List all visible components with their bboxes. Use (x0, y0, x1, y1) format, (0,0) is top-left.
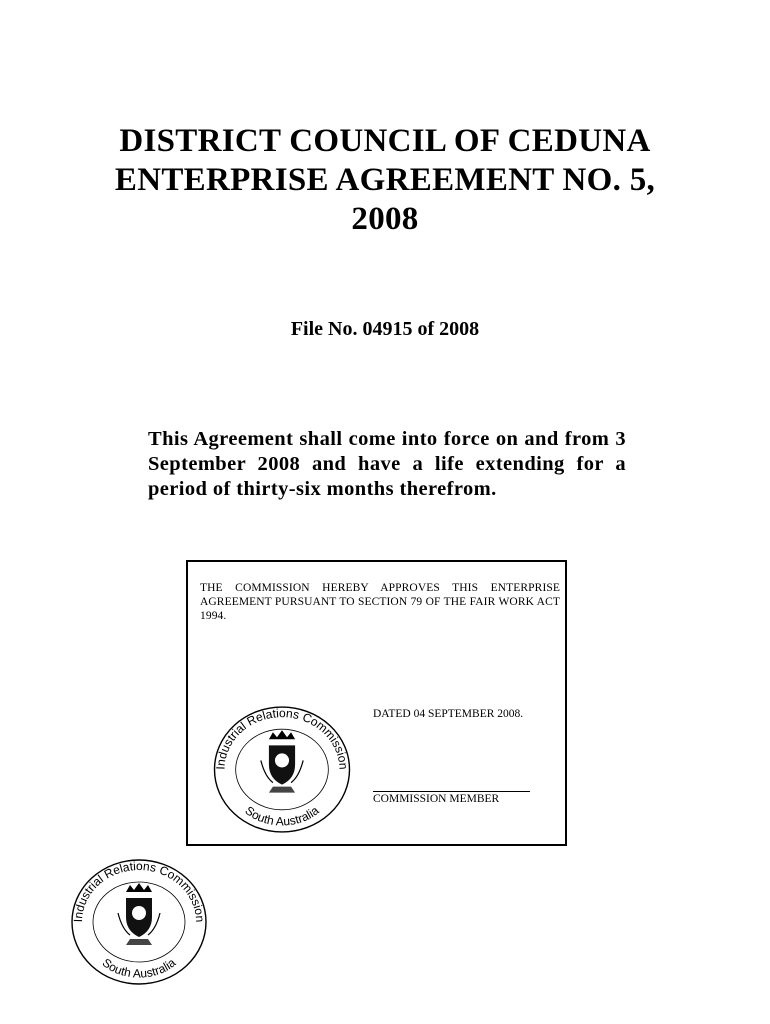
title-line-1: DISTRICT COUNCIL OF CEDUNA (119, 123, 651, 159)
approval-statement: THE COMMISSION HEREBY APPROVES THIS ENTERPRISE AGREEMENT PURSUANT TO SECTION 79 OF THE FAIR WORK ACT 1994. (200, 582, 560, 622)
svg-text:South Australia (242, 803, 321, 828)
seal-bottom-text: South Australia (242, 803, 322, 829)
commission-seal-icon-bottom (64, 855, 214, 990)
file-number: File No. 04915 of 2008 (290, 318, 480, 340)
agreement-title (60, 122, 710, 239)
svg-text:South Australia (100, 955, 179, 980)
approval-box (186, 560, 567, 846)
title-line-3: 2008 (351, 201, 419, 237)
seal-top-text: Industrial Relations Commission (213, 706, 351, 770)
signature-line (373, 791, 530, 792)
signatory-label: COMMISSION MEMBER (373, 793, 500, 805)
commencement-statement: This Agreement shall come into force on and from 3 September 2008 and have a life extending for a period of thirty-six months therefrom. (148, 428, 626, 500)
title-line-2: ENTERPRISE AGREEMENT NO. 5, (114, 162, 656, 198)
seal-bottom-text: South Australia (99, 955, 179, 981)
seal-top-text: Industrial Relations Commission (70, 858, 208, 923)
commission-seal-icon (205, 702, 359, 838)
approval-date: DATED 04 SEPTEMBER 2008. (373, 708, 524, 720)
